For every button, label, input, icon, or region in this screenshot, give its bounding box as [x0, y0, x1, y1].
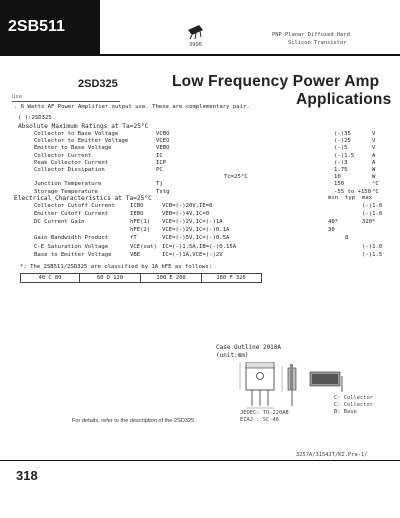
class-cell-c: 40 C 80 [21, 274, 80, 282]
param-value: 10 [334, 174, 341, 181]
col-min: min [328, 195, 339, 201]
param-unit: V [372, 131, 376, 137]
ref-note: ( ):2SD325 [18, 115, 52, 121]
param-name: Collector to Base Voltage [34, 131, 119, 137]
param-name: Peak Collector Current [34, 159, 109, 166]
param-symbol: fT [130, 235, 137, 242]
param-name: Emitter to Base Voltage [34, 145, 112, 152]
doc-code: 3257A/3154JT/KI.Pra-1/ [296, 452, 368, 458]
param-symbol: IC [156, 152, 163, 159]
part-number: 2SB511 [8, 18, 65, 35]
param-name: Junction Temperature [34, 181, 102, 188]
part-number-block [0, 0, 100, 54]
param-unit: A [372, 159, 376, 166]
complement-part: 2SD325 [78, 78, 118, 90]
param-symbol: hFE(1) [130, 219, 151, 226]
param-value: -55 to +150 [334, 188, 372, 195]
param-name: Collector Current [34, 152, 92, 159]
param-name: DC Current Gain [34, 219, 85, 226]
param-name: Collector to Emitter Voltage [34, 138, 129, 145]
param-symbol: VCE(sat) [130, 243, 157, 250]
elec-heading: Electrical Characteristics at Ta=25°C [14, 195, 152, 202]
pin-legend-3: B: Base [334, 409, 357, 415]
header-rule [0, 54, 400, 56]
param-symbol: ICP [156, 159, 167, 166]
pin-legend-1: C: Collector [334, 395, 373, 401]
param-symbol: VBE [130, 251, 141, 258]
param-min: 40* [328, 219, 339, 226]
param-name: C-E Saturation Voltage [34, 243, 109, 250]
param-max: (-)1.5 [362, 251, 383, 258]
param-condition: VCE=(-)2V,IC=(-)0.1A [162, 227, 230, 234]
param-unit: °C [372, 188, 379, 195]
param-value: (-)3 [334, 159, 348, 166]
transistor-icon [185, 22, 207, 40]
class-cell-f: 160 F 320 [216, 275, 246, 281]
details-note: For details, refer to the description of the 2SD325. [72, 418, 196, 424]
unit-label: (unit:mm) [216, 352, 249, 359]
param-value: (-)35 [334, 131, 351, 137]
param-typ: 8 [345, 235, 349, 242]
param-symbol: Tj [156, 181, 163, 188]
param-unit: A [372, 152, 376, 159]
param-name: Collector Cutoff Current [34, 203, 115, 209]
class-cell-e: 100 E 200 [141, 274, 202, 282]
eiaj-label: EIAJ : SC-46 [240, 417, 279, 423]
param-symbol: PC [156, 167, 163, 173]
jedec-label: JEDEC: TO-220AB [240, 410, 289, 416]
param-name: Emitter Cutoff Current [34, 211, 109, 218]
abs-max-heading: Absolute Maximum Ratings at Ta=25°C [18, 123, 149, 130]
param-value: (-)1.5 [334, 152, 355, 159]
param-symbol: VEBO [156, 145, 170, 152]
param-max: (-)1.0 [362, 203, 383, 209]
col-max: max [362, 195, 373, 201]
package-tag: 3996 [189, 42, 202, 48]
device-desc-1: PNP Planar Diffused Hard [272, 32, 350, 38]
use-label: Use [12, 94, 23, 100]
param-symbol: IEBO [130, 211, 144, 218]
use-text: . 6 Watts AF Power Amplifier output use. These are complementary pair. [14, 104, 250, 110]
param-unit: V [372, 145, 376, 152]
param-symbol: VCBO [156, 131, 170, 137]
param-name: Gain Bandwidth Product [34, 235, 109, 242]
param-value: (-)25 [334, 138, 351, 145]
param-condition: Tc=25°C [224, 174, 248, 181]
case-outline-label: Case Outline 2010A [216, 344, 282, 351]
param-unit: W [372, 167, 376, 173]
param-name: Storage Temperature [34, 188, 98, 195]
param-symbol: Tstg [156, 188, 170, 195]
class-note: *: The 2SB511/2SD325 are classified by 1A hFE as follows: [20, 264, 212, 270]
param-max: (-)1.0 [362, 243, 383, 250]
param-min: 30 [328, 227, 335, 234]
pin-legend-2: C: Collector [334, 402, 373, 408]
param-symbol: ICBO [130, 203, 144, 209]
param-condition: IC=(-)1.5A,IB=(-)0.15A [162, 243, 237, 250]
class-table [20, 273, 262, 283]
param-max: (-)1.0 [362, 211, 383, 218]
page-number: 318 [16, 468, 38, 483]
param-condition: VCB=(-)20V,IE=0 [162, 203, 213, 209]
param-symbol: VCEO [156, 138, 170, 145]
doc-title-1: Low Frequency Power Amp [172, 73, 380, 90]
param-condition: VCE=(-)2V,IC=(-)1A [162, 219, 223, 226]
class-cell-d: 60 D 120 [80, 274, 141, 282]
device-desc-2: Silicon Transistor [288, 40, 347, 46]
doc-title-2: Applications [296, 91, 392, 108]
param-condition: VCE=(-)5V,IC=(-)0.5A [162, 235, 230, 242]
param-name: Collector Dissipation [34, 167, 105, 173]
param-unit: V [372, 138, 376, 145]
param-value: 1.75 [334, 167, 348, 173]
footer-rule [0, 460, 400, 461]
param-name: Base to Emitter Voltage [34, 251, 112, 258]
param-unit: °C [372, 181, 379, 188]
param-value: (-)5 [334, 145, 348, 152]
param-condition: VEB=(-)4V,IC=0 [162, 211, 210, 218]
col-typ: typ [345, 195, 356, 201]
param-symbol: hFE(2) [130, 227, 151, 234]
param-unit: W [372, 174, 376, 181]
param-value: 150 [334, 181, 345, 188]
param-max: 320* [362, 219, 376, 226]
param-condition: IC=(-)1A,VCE=(-)2V [162, 251, 223, 258]
section-rule [12, 101, 120, 102]
